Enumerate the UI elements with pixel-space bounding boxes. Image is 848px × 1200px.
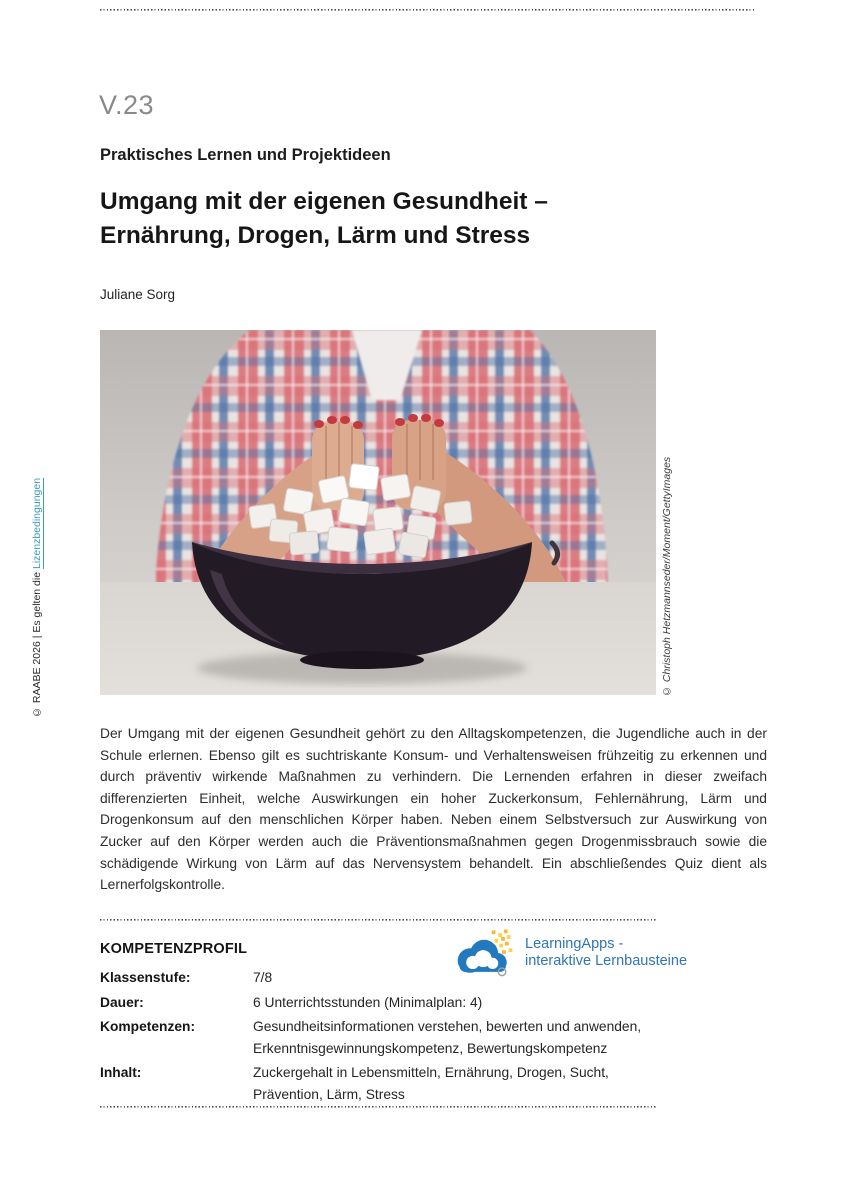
- learningapps-logo-text: [525, 936, 687, 970]
- profile-heading: KOMPETENZPROFIL: [100, 941, 248, 957]
- author-name: Juliane Sorg: [100, 287, 176, 302]
- row-value: Zuckergehalt in Lebensmitteln, Ernährung, Drogen, Sucht, Prävention, Lärm, Stress: [253, 1065, 609, 1102]
- sugar-bowl-photo: [100, 330, 656, 695]
- intro-paragraph: Der Umgang mit der eigenen Gesundheit gehört zu den Alltagskompetenzen, die Jugendliche auch in der Schule erlernen. Ebenso gilt es suchtriskante Konsum- und Verhaltensweisen frühzeitig zu erkennen und durch präventiv wirkende Maßnahmen zu verhindern. Die Lernenden erfahren in dieser zweifach differenzierten Einheit, welche Auswirkungen ein hoher Zuckerkonsum, Fehlernährung, Lärm und Drogenkonsum auf den menschlichen Körper haben. Neben einem Selbstversuch zur Auswirkung von Zucker auf den Körper werden auch die Präventionsmaßnahmen gegen Drogenmissbrauch sowie die schädigende Wirkung von Lärm auf das Nervensystem behandelt. Ein abschließendes Quiz dient als Lernerfolgskontrolle.: [100, 726, 767, 893]
- top-dotted-rule: [100, 9, 755, 11]
- series-code: V.23: [99, 90, 155, 120]
- page-title-line2: Ernährung, Drogen, Lärm und Stress: [100, 221, 531, 249]
- table-row: [100, 967, 660, 989]
- profile-table: [100, 967, 660, 1108]
- sugar-bowl-photo-illustration: [100, 330, 656, 695]
- red-nail: [314, 420, 324, 428]
- table-row: [100, 1062, 660, 1105]
- row-label: Inhalt:: [100, 1065, 142, 1080]
- page-title-line1: Umgang mit der eigenen Gesundheit –: [100, 188, 548, 215]
- red-nail: [353, 421, 363, 429]
- profile-top-dotted-rule: [100, 919, 656, 921]
- logo-text-line2: interaktive Lernbausteine: [525, 953, 688, 969]
- red-nail: [395, 418, 405, 426]
- row-label: Klassenstufe:: [100, 970, 191, 985]
- license-strip: [30, 472, 44, 718]
- row-value: 7/8: [253, 970, 273, 985]
- table-row: [100, 992, 660, 1014]
- row-value: Gesundheitsinformationen verstehen, bewerten und anwenden, Erkenntnisgewinnungskompetenz, Bewertungskompetenz: [253, 1019, 642, 1056]
- red-nail: [434, 419, 444, 427]
- red-nail: [408, 414, 418, 422]
- red-nail: [327, 416, 337, 424]
- row-label: Kompetenzen:: [100, 1019, 196, 1034]
- table-row: [100, 1016, 660, 1059]
- page-title: [100, 185, 548, 252]
- license-link[interactable]: Lizenzbedingungen: [31, 477, 43, 570]
- photo-credit: © Christoph Hetzmannseder/Moment/GettyImages: [661, 456, 673, 697]
- red-nail: [340, 416, 350, 424]
- category-label: Praktisches Lernen und Projektideen: [100, 146, 391, 164]
- row-label: Dauer:: [100, 994, 144, 1010]
- red-nail: [421, 414, 431, 422]
- row-value: 6 Unterrichtsstunden (Minimalplan: 4): [253, 994, 483, 1010]
- logo-text-line1: LearningApps -: [525, 936, 624, 952]
- copyright-text: © RAABE 2026 | Es gelten die: [31, 569, 43, 718]
